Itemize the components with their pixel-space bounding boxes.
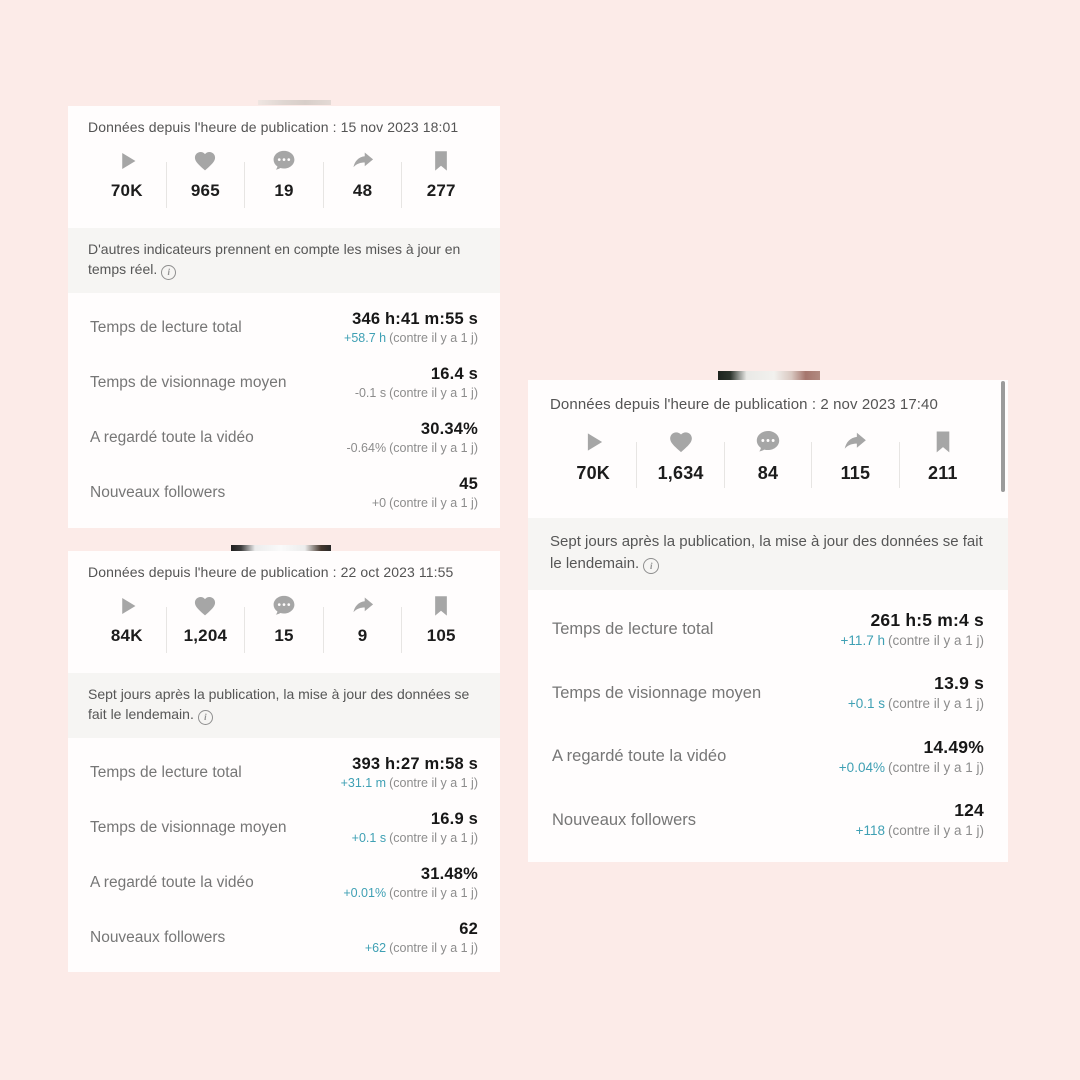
metrics-list — [68, 738, 500, 973]
shares-count: 48 — [352, 181, 373, 200]
metric-value: 393 h:27 m:58 s — [352, 754, 478, 773]
comment-icon — [754, 428, 782, 456]
metric-delta: +118 — [855, 823, 885, 839]
panel-header — [528, 380, 1008, 518]
play-icon — [114, 148, 140, 174]
metric-row-total-watch-time — [552, 598, 984, 662]
stat-shares — [324, 593, 402, 653]
note-text: D'autres indicateurs prennent en compte les mises à jour en temps réel. — [88, 241, 461, 278]
data-update-note — [68, 673, 500, 738]
publication-date-label: Données depuis l'heure de publication : 22 oct 2023 11:55 — [88, 564, 454, 580]
metric-label: A regardé toute la vidéo — [552, 747, 727, 766]
metric-value: 30.34% — [420, 419, 478, 438]
bookmark-icon — [929, 428, 957, 456]
analytics-panel-1 — [68, 106, 500, 528]
metric-value: 261 h:5 m:4 s — [870, 609, 984, 630]
metrics-list — [68, 293, 500, 528]
metric-delta: +0.1 s — [847, 696, 885, 712]
bookmarks-count: 277 — [426, 181, 456, 200]
metric-value: 16.4 s — [430, 364, 478, 383]
metric-delta-suffix: (contre il y a 1 j) — [389, 775, 478, 790]
note-text: Sept jours après la publication, la mise à jour des données se fait le lendemain. — [88, 686, 470, 723]
stat-plays — [88, 593, 166, 653]
metric-row-avg-watch-time — [90, 800, 478, 855]
play-icon — [114, 593, 140, 619]
metric-label: A regardé toute la vidéo — [90, 428, 254, 446]
stat-bookmarks — [402, 593, 480, 653]
shares-count: 115 — [840, 463, 871, 483]
metric-value: 31.48% — [420, 864, 478, 883]
metric-row-new-followers — [90, 910, 478, 965]
metric-value: 346 h:41 m:55 s — [352, 309, 478, 328]
video-thumbnail-sliver — [258, 100, 331, 105]
stat-plays — [88, 148, 166, 208]
likes-count: 965 — [190, 181, 220, 200]
metric-delta-suffix: (contre il y a 1 j) — [887, 696, 984, 712]
share-icon — [350, 593, 376, 619]
stat-comments — [725, 428, 811, 488]
metric-row-watched-full — [90, 855, 478, 910]
metric-row-total-watch-time — [90, 745, 478, 800]
metric-label: Temps de visionnage moyen — [90, 818, 287, 836]
analytics-panel-2 — [68, 551, 500, 972]
heart-icon — [192, 148, 218, 174]
metric-label: Temps de visionnage moyen — [552, 683, 762, 702]
heart-icon — [192, 593, 218, 619]
metric-row-watched-full — [90, 410, 478, 465]
metric-value: 13.9 s — [934, 673, 984, 694]
metric-delta-suffix: (contre il y a 1 j) — [389, 830, 478, 845]
metric-delta-suffix: (contre il y a 1 j) — [389, 495, 478, 510]
plays-count: 70K — [576, 463, 611, 483]
metric-label: Temps de lecture total — [552, 620, 714, 639]
bookmarks-count: 105 — [426, 626, 456, 645]
stat-shares — [324, 148, 402, 208]
video-thumbnail-sliver — [718, 371, 820, 380]
metric-value: 45 — [459, 474, 478, 493]
bookmark-icon — [428, 148, 454, 174]
comment-icon — [271, 593, 297, 619]
panel-header — [68, 106, 500, 228]
stat-likes — [167, 148, 245, 208]
note-text: Sept jours après la publication, la mise à jour des données se fait le lendemain. — [550, 533, 983, 572]
metric-row-avg-watch-time — [552, 662, 984, 726]
stat-comments — [245, 148, 323, 208]
metric-delta-suffix: (contre il y a 1 j) — [887, 759, 984, 775]
metric-value: 16.9 s — [430, 809, 478, 828]
metric-delta: +0.04% — [838, 759, 885, 775]
metric-delta: +0 — [371, 495, 387, 510]
metric-label: Temps de lecture total — [90, 763, 242, 781]
metric-row-total-watch-time — [90, 300, 478, 355]
comment-icon — [271, 148, 297, 174]
share-icon — [350, 148, 376, 174]
metric-row-new-followers — [90, 465, 478, 520]
metric-delta: -0.1 s — [354, 385, 387, 400]
metric-label: A regardé toute la vidéo — [90, 873, 254, 891]
metric-delta: -0.64% — [346, 440, 387, 455]
plays-count: 70K — [110, 181, 143, 200]
metric-delta: +11.7 h — [840, 632, 885, 648]
metric-value: 14.49% — [923, 736, 984, 757]
metric-label: Nouveaux followers — [90, 928, 226, 946]
metric-delta: +0.1 s — [351, 830, 387, 845]
data-update-note — [68, 228, 500, 293]
panel-header — [68, 551, 500, 673]
bookmarks-count: 211 — [928, 463, 958, 483]
comments-count: 84 — [757, 463, 779, 483]
stat-likes — [167, 593, 245, 653]
metric-delta: +0.01% — [343, 885, 387, 900]
metric-delta-suffix: (contre il y a 1 j) — [389, 885, 478, 900]
metric-row-watched-full — [552, 725, 984, 789]
play-icon — [579, 428, 607, 456]
metric-delta-suffix: (contre il y a 1 j) — [389, 385, 478, 400]
engagement-stats-row — [88, 593, 480, 653]
analytics-panel-3 — [528, 380, 1008, 862]
metric-delta: +31.1 m — [340, 775, 387, 790]
engagement-stats-row — [550, 428, 986, 488]
stat-shares — [812, 428, 898, 488]
metric-label: Temps de visionnage moyen — [90, 373, 287, 391]
likes-count: 1,634 — [657, 463, 704, 483]
metric-delta-suffix: (contre il y a 1 j) — [887, 823, 984, 839]
shares-count: 9 — [357, 626, 368, 645]
metric-delta-suffix: (contre il y a 1 j) — [389, 940, 478, 955]
metric-label: Temps de lecture total — [90, 318, 242, 336]
stat-bookmarks — [402, 148, 480, 208]
heart-icon — [667, 428, 695, 456]
metrics-list — [528, 590, 1008, 862]
metric-row-new-followers — [552, 789, 984, 853]
stat-bookmarks — [900, 428, 986, 488]
comments-count: 15 — [274, 626, 294, 645]
info-icon[interactable]: i — [161, 265, 176, 280]
metric-delta-suffix: (contre il y a 1 j) — [389, 440, 478, 455]
share-icon — [841, 428, 869, 456]
metric-delta: +58.7 h — [344, 330, 387, 345]
engagement-stats-row — [88, 148, 480, 208]
plays-count: 84K — [110, 626, 143, 645]
metric-delta-suffix: (contre il y a 1 j) — [887, 632, 984, 648]
metric-label: Nouveaux followers — [90, 483, 226, 501]
stat-plays — [550, 428, 636, 488]
info-icon[interactable]: i — [643, 558, 659, 574]
comments-count: 19 — [274, 181, 294, 200]
metric-delta-suffix: (contre il y a 1 j) — [389, 330, 478, 345]
stat-comments — [245, 593, 323, 653]
metric-value: 62 — [459, 919, 478, 938]
metric-value: 124 — [954, 800, 984, 821]
publication-date-label: Données depuis l'heure de publication : 2 nov 2023 17:40 — [550, 396, 938, 413]
scrollbar[interactable] — [1001, 381, 1005, 492]
data-update-note — [528, 518, 1008, 590]
publication-date-label: Données depuis l'heure de publication : 15 nov 2023 18:01 — [88, 119, 459, 135]
stat-likes — [637, 428, 723, 488]
likes-count: 1,204 — [183, 626, 228, 645]
metric-delta: +62 — [364, 940, 387, 955]
info-icon[interactable]: i — [198, 710, 213, 725]
metric-label: Nouveaux followers — [552, 810, 696, 829]
bookmark-icon — [428, 593, 454, 619]
metric-row-avg-watch-time — [90, 355, 478, 410]
